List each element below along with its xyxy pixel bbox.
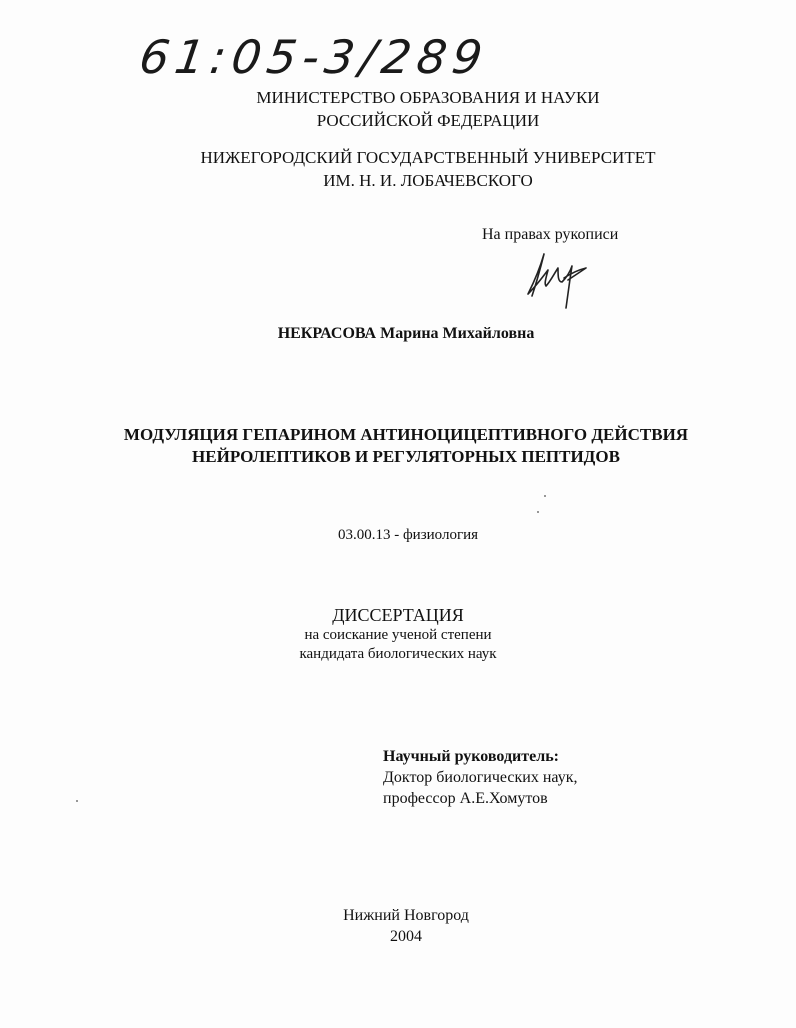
dissertation-type-block [0,604,796,664]
scan-speck [544,495,546,497]
degree-purpose-line-2: кандидата биологических наук [299,646,497,662]
supervisor-block [383,746,577,809]
ministry-block [0,86,796,132]
footer-block [0,905,796,947]
title-line-2: НЕЙРОЛЕПТИКОВ И РЕГУЛЯТОРНЫХ ПЕПТИДОВ [192,447,620,466]
degree-purpose-line-1: на соискание ученой степени [304,627,492,643]
university-block [0,146,796,192]
university-line-1: НИЖЕГОРОДСКИЙ ГОСУДАРСТВЕННЫЙ УНИВЕРСИТЕТ [200,148,656,167]
supervisor-degree: Доктор биологических наук, [383,769,578,786]
specialty-code: 03.00.13 - физиология [337,527,479,543]
dissertation-title [0,424,796,468]
catalog-code-handwritten: 61:05-3/289 [136,30,492,84]
author-name: НЕКРАСОВА Марина Михайловна [277,325,535,342]
ministry-line-2: РОССИЙСКОЙ ФЕДЕРАЦИИ [316,111,540,130]
scan-speck [76,800,78,802]
scan-speck [537,511,539,513]
supervisor-name: профессор А.Е.Хомутов [383,790,548,807]
ministry-line-1: МИНИСТЕРСТВО ОБРАЗОВАНИЯ И НАУКИ [256,88,600,107]
title-line-1: МОДУЛЯЦИЯ ГЕПАРИНОМ АНТИНОЦИЦЕПТИВНОГО ДЕЙСТВИЯ [123,425,689,444]
city: Нижний Новгород [343,907,469,924]
university-line-2: ИМ. Н. И. ЛОБАЧЕВСКОГО [323,171,533,190]
rights-note: На правах рукописи [482,226,619,243]
supervisor-heading: Научный руководитель: [383,748,559,765]
dissertation-type: ДИССЕРТАЦИЯ [332,605,464,625]
year: 2004 [390,928,422,945]
signature-icon [520,248,610,318]
